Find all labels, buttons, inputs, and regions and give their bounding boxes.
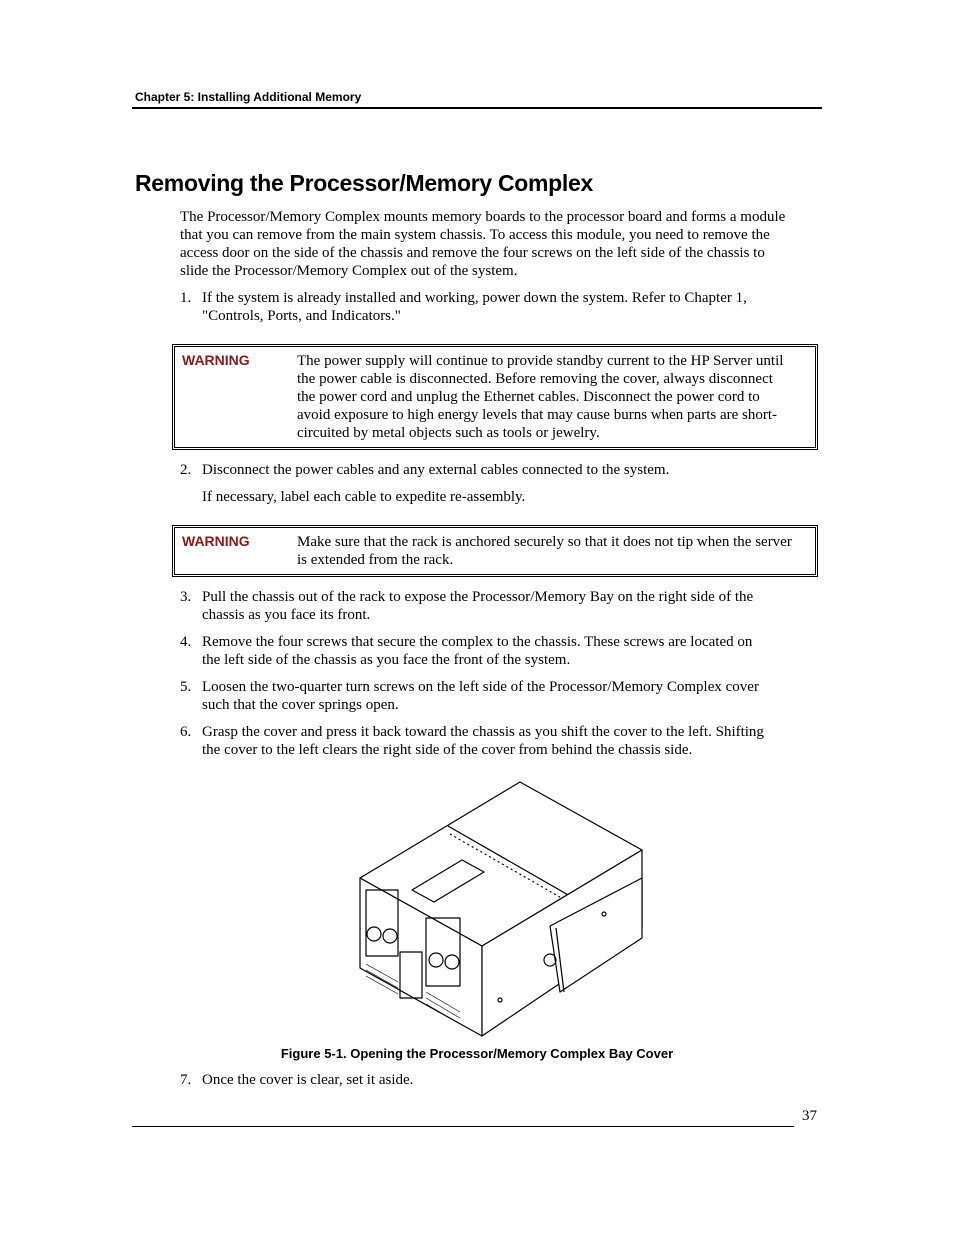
step-6 <box>180 723 820 759</box>
step-5 <box>180 678 820 714</box>
warning-line: the power cord and unplug the Ethernet cables. Disconnect the power cord to <box>297 389 760 405</box>
warning-label: WARNING <box>182 352 250 368</box>
step-number: 5. <box>180 679 192 695</box>
step-line: Grasp the cover and press it back toward the chassis as you shift the cover to the left. Shifting <box>202 724 764 740</box>
step-text <box>202 723 820 759</box>
step-number: 6. <box>180 724 192 740</box>
step-3 <box>180 588 820 624</box>
step-number: 1. <box>180 290 192 306</box>
warning-line: the power cable is disconnected. Before removing the cover, always disconnect <box>297 371 773 387</box>
step-7 <box>180 1071 820 1089</box>
step-4 <box>180 633 820 669</box>
step-text <box>202 588 820 624</box>
section-title: Removing the Processor/Memory Complex <box>135 170 593 196</box>
figure-caption: Figure 5-1. Opening the Processor/Memory Complex Bay Cover <box>280 1046 674 1061</box>
step-number: 4. <box>180 634 192 650</box>
warning-line: circuited by metal objects such as tools or jewelry. <box>297 425 600 441</box>
step-number: 2. <box>180 462 192 478</box>
step-note-text: If necessary, label each cable to expedite re-assembly. <box>202 489 526 505</box>
step-line: Once the cover is clear, set it aside. <box>202 1072 414 1088</box>
intro-paragraph <box>180 208 815 280</box>
intro-line: that you can remove from the main system chassis. To access this module, you need to remove the <box>180 227 770 243</box>
warning-box-rack <box>172 525 818 577</box>
step-2 <box>180 461 820 479</box>
step-number: 3. <box>180 589 192 605</box>
header-rule <box>132 107 822 109</box>
footer-rule <box>132 1126 794 1127</box>
warning-box-power <box>172 344 818 450</box>
step-text <box>202 678 820 714</box>
step-text <box>202 633 820 669</box>
step-line: the left side of the chassis as you face the front of the system. <box>202 652 571 668</box>
step-number: 7. <box>180 1072 192 1088</box>
warning-line: The power supply will continue to provide standby current to the HP Server until <box>297 353 784 369</box>
step-line: chassis as you face its front. <box>202 607 371 623</box>
step-line: If the system is already installed and working, power down the system. Refer to Chapter 1, <box>202 290 747 306</box>
step-line: Disconnect the power cables and any external cables connected to the system. <box>202 462 670 478</box>
page-number: 37 <box>802 1108 817 1124</box>
warning-line: avoid exposure to high energy levels that may cause burns when parts are short- <box>297 407 777 423</box>
server-chassis-illustration <box>352 778 648 1040</box>
step-line: Remove the four screws that secure the complex to the chassis. These screws are located on <box>202 634 753 650</box>
step-1 <box>180 289 820 325</box>
warning-text <box>297 352 815 442</box>
warning-line: Make sure that the rack is anchored securely so that it does not tip when the server <box>297 534 792 550</box>
step-line: Pull the chassis out of the rack to expose the Processor/Memory Bay on the right side of the <box>202 589 754 605</box>
running-head: Chapter 5: Installing Additional Memory <box>135 90 362 104</box>
intro-line: access door on the side of the chassis and remove the four screws on the left side of the chassis to <box>180 245 765 261</box>
step-line: Loosen the two-quarter turn screws on the left side of the Processor/Memory Complex cover <box>202 679 759 695</box>
step-line: such that the cover springs open. <box>202 697 399 713</box>
step-text <box>202 461 820 479</box>
warning-line: is extended from the rack. <box>297 552 454 568</box>
warning-text <box>297 533 815 569</box>
intro-line: slide the Processor/Memory Complex out of the system. <box>180 263 518 279</box>
warning-label: WARNING <box>182 533 250 549</box>
step-line: "Controls, Ports, and Indicators." <box>202 308 401 324</box>
step-text <box>202 289 820 325</box>
step-text <box>202 1071 820 1089</box>
intro-line: The Processor/Memory Complex mounts memory boards to the processor board and forms a module <box>180 209 786 225</box>
step-line: the cover to the left clears the right side of the cover from behind the chassis side. <box>202 742 693 758</box>
step-2-note <box>180 488 820 506</box>
